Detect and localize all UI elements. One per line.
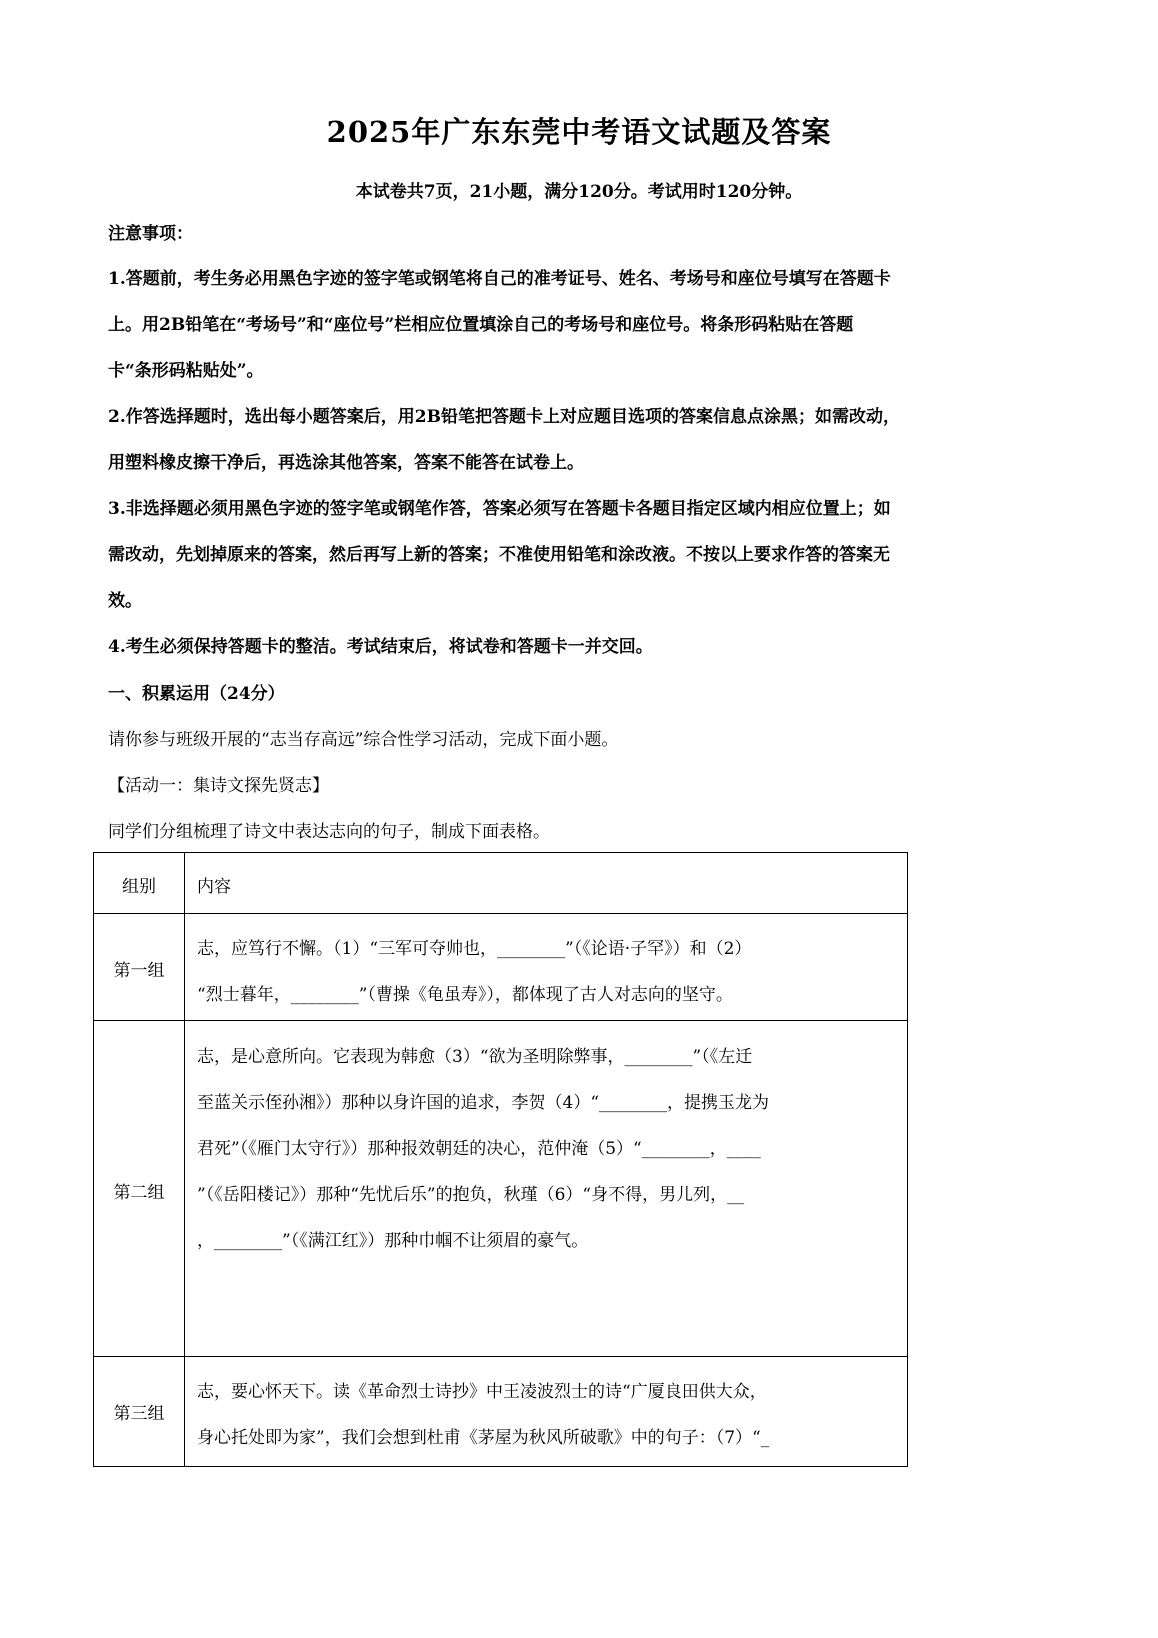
table-header-row <box>94 853 907 914</box>
notice-line: 用塑料橡皮擦干净后，再选涂其他答案，答案不能答在试卷上。 <box>108 453 584 473</box>
content-line: ，________”（《满江红》）那种巾帼不让须眉的豪气。 <box>197 1231 589 1251</box>
notice-line: 4.考生必须保持答题卡的整洁。考试结束后，将试卷和答题卡一并交回。 <box>108 637 653 657</box>
notice-line: 需改动，先划掉原来的答案，然后再写上新的答案；不准使用铅笔和涂改液。不按以上要求作答的答案无 <box>108 545 890 565</box>
intro-line: 同学们分组梳理了诗文中表达志向的句子，制成下面表格。 <box>108 822 550 842</box>
table-row <box>94 914 907 1021</box>
header-content: 内容 <box>197 877 231 897</box>
page-subtitle: 本试卷共7页，21小题，满分120分。考试用时120分钟。 <box>355 182 803 202</box>
content-line: 至蓝关示侄孙湘》）那种以身许国的追求，李贺（4）“________，提携玉龙为 <box>197 1093 770 1113</box>
content-line: ”（《岳阳楼记》）那种“先忧后乐”的抱负，秋瑾（6）“身不得，男儿列，__ <box>197 1185 745 1205</box>
notice-line: 效。 <box>108 591 142 611</box>
section-heading: 一、积累运用（24分） <box>108 684 285 704</box>
intro-line: 请你参与班级开展的“志当存高远”综合性学习活动，完成下面小题。 <box>108 730 619 750</box>
content-line: 志，应笃行不懈。（1）“三军可夺帅也，________”（《论语·子罕》）和（2） <box>197 939 752 959</box>
notice-line: 上。用2B铅笔在“考场号”和“座位号”栏相应位置填涂自己的考场号和座位号。将条形码粘贴在答题 <box>108 315 854 335</box>
page-title: 2025年广东东莞中考语文试题及答案 <box>326 115 832 149</box>
notice-line: 3.非选择题必须用黑色字迹的签字笔或钢笔作答，答案必须写在答题卡各题目指定区域内相应位置上；如 <box>108 499 891 519</box>
notice-line: 1.答题前，考生务必用黑色字迹的签字笔或钢笔将自己的准考证号、姓名、考场号和座位号填写在答题卡 <box>108 269 891 289</box>
notice-line: 卡“条形码粘贴处”。 <box>108 361 264 381</box>
content-line: 君死”（《雁门太守行》）那种报效朝廷的决心，范仲淹（5）“________，____ <box>197 1139 761 1159</box>
content-line: 身心托处即为家”，我们会想到杜甫《茅屋为秋风所破歌》中的句子：（7）“_ <box>197 1428 770 1448</box>
activity-heading: 【活动一：集诗文探先贤志】 <box>108 776 329 796</box>
row-group-label: 第三组 <box>113 1404 165 1424</box>
poetry-table <box>93 852 908 1467</box>
notice-heading: 注意事项： <box>108 224 193 244</box>
row-group-label: 第二组 <box>113 1183 165 1203</box>
content-line: 志，要心怀天下。读《革命烈士诗抄》中王凌波烈士的诗“广厦良田供大众， <box>197 1382 767 1402</box>
table-row <box>94 1021 907 1357</box>
row-group-label: 第一组 <box>113 961 165 981</box>
table-row <box>94 1357 907 1465</box>
notice-line: 2.作答选择题时，选出每小题答案后，用2B铅笔把答题卡上对应题目选项的答案信息点涂黑；如需改动， <box>108 407 900 427</box>
header-group: 组别 <box>122 877 156 897</box>
content-line: 志，是心意所向。它表现为韩愈（3）“欲为圣明除弊事，________”（《左迁 <box>197 1047 753 1067</box>
content-line: “烈士暮年，________”（曹操《龟虽寿》），都体现了古人对志向的坚守。 <box>197 985 733 1005</box>
